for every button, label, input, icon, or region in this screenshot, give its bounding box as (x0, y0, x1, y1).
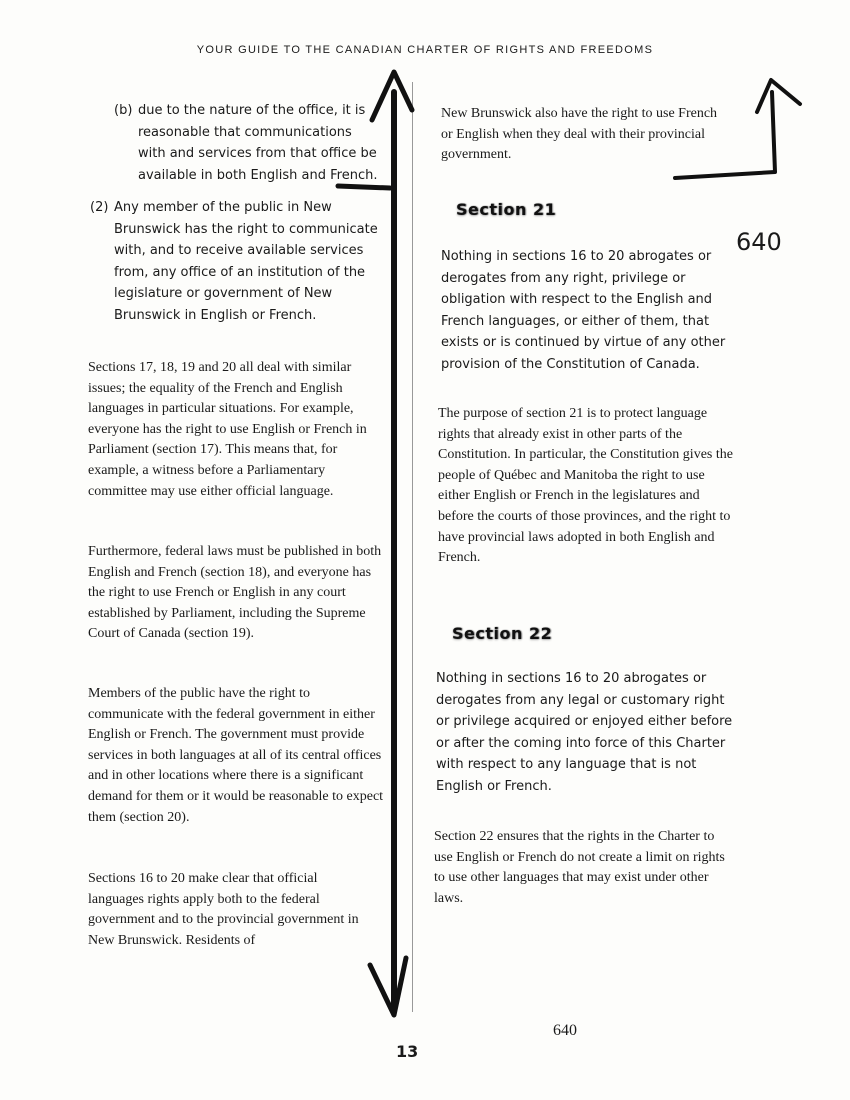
section-21-heading: Section 21 (456, 200, 557, 219)
subsection-2-label: (2) (90, 200, 109, 215)
paragraph-official-languages: Sections 16 to 20 make clear that official languages rights apply both to the federal government and to the provincial government in New Brunswick. Residents of (88, 871, 359, 948)
paragraph-laws-published: Furthermore, federal laws must be published in both English and French (section 18), and everyone has the right to use French or English in any court established by Parliament, including the Supreme Court of Canada (section 19). (88, 544, 382, 642)
paragraph-communicate-federal: Members of the public have the right to communicate with the federal government in either English or French. The government must provide services in both languages at all of its central offices and in other locations where there is a significant demand for them or it would be reasonable to expect them (section 20). (88, 686, 384, 825)
bracket-mark (338, 186, 390, 188)
subsection-2-text: Any member of the public in New Brunswick has the right to communicate with, and to receive available services from, any office of an institution of the legislature or government of New Brunswick in English or French. (114, 200, 378, 323)
section-22-heading: Section 22 (452, 624, 553, 643)
subsection-b-label: (b) (114, 103, 133, 118)
down-arrow-head-icon (370, 958, 406, 1015)
subsection-b-text: due to the nature of the office, it is reasonable that communications with and services from that office be available in both English and French. (138, 103, 378, 183)
handwritten-stamp-640: 640 (736, 228, 782, 256)
paragraph-sections-17-20: Sections 17, 18, 19 and 20 all deal with similar issues; the equality of the French and English languages in particular situations. For example, everyone has the right to use English or French in Parliament (section 17). This means that, for example, a witness before a Parliamentary committee may use either official language. (88, 360, 367, 499)
section-22-law: Nothing in sections 16 to 20 abrogates or derogates from any legal or customary right or privilege acquired or enjoyed either before or after the coming into force of this Charter with respect to any language that is not English or French. (436, 671, 733, 794)
footer-annotation-number: 640 (553, 1022, 577, 1039)
section-21-law: Nothing in sections 16 to 20 abrogates or derogates from any right, privilege or obligation with respect to the English and French languages, or either of them, that exists or is continued by virtue of any other provision of the Constitution of Canada. (441, 249, 726, 372)
paragraph-new-brunswick: New Brunswick also have the right to use French or English when they deal with their provincial government. (441, 106, 718, 163)
hook-arrow-head-icon (757, 80, 800, 112)
running-header: YOUR GUIDE TO THE CANADIAN CHARTER OF RIGHTS AND FREEDOMS (196, 44, 654, 56)
section-21-explanation: The purpose of section 21 is to protect language rights that already exist in other parts of the Constitution. In particular, the Constitution gives the people of Québec and Manitoba the right to use either English or French in the legislatures and before the courts of those provinces, and the right to have provincial laws adopted in both English and French. (438, 406, 733, 566)
page-number: 13 (396, 1042, 419, 1061)
section-22-explanation: Section 22 ensures that the rights in the Charter to use English or French do not create a limit on rights to use other languages that may exist under other laws. (434, 829, 725, 906)
